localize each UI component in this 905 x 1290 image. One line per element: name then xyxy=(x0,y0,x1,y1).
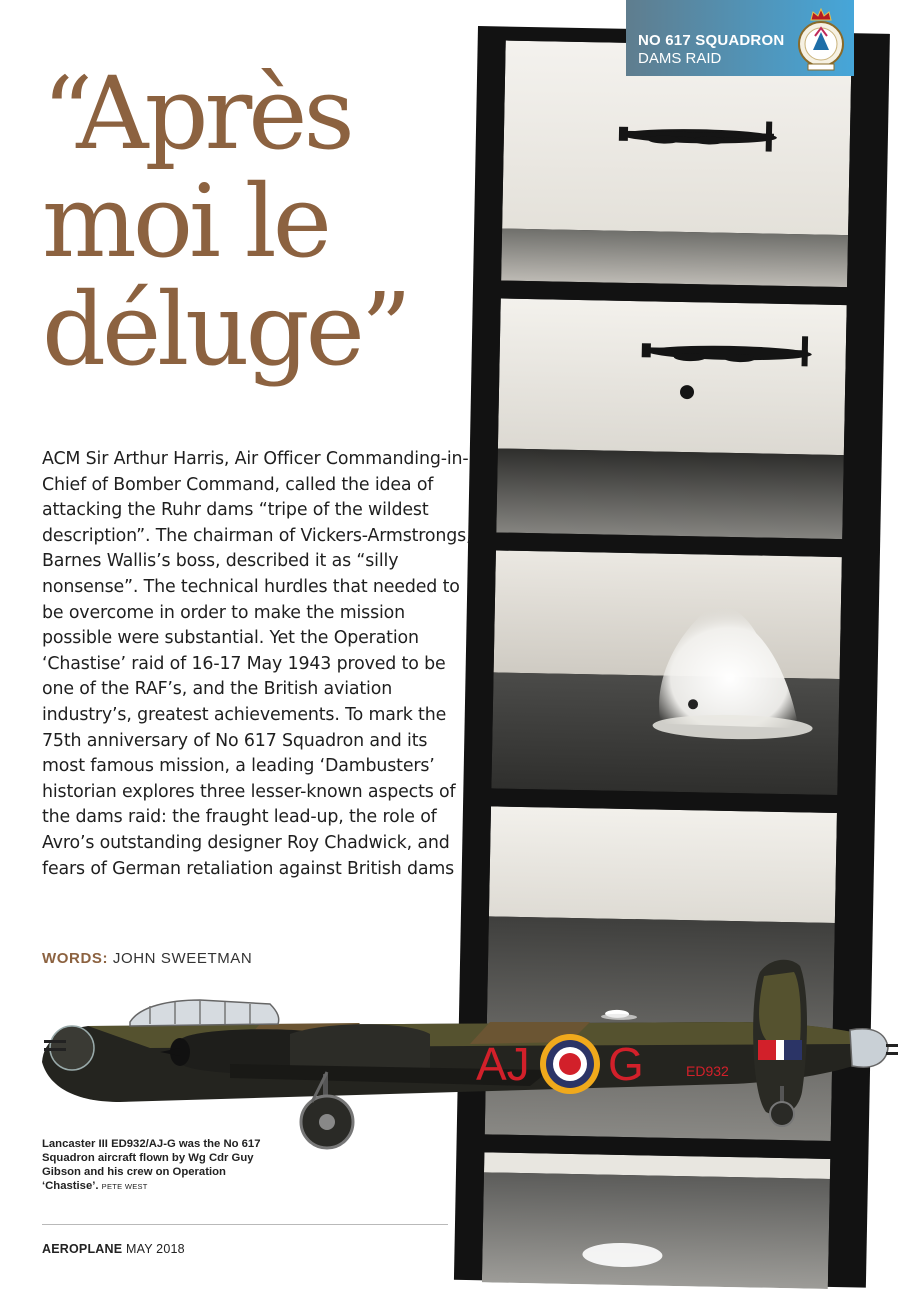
headline xyxy=(42,55,408,388)
film-frame-5 xyxy=(482,1152,830,1289)
section-badge xyxy=(626,0,854,76)
headline-line: moi le xyxy=(42,163,328,280)
spray-icon xyxy=(482,1152,830,1289)
serial-number: ED932 xyxy=(686,1063,729,1079)
code-letters-right: G xyxy=(608,1038,644,1090)
intro-paragraph: ACM Sir Arthur Harris, Air Officer Commanding-in-Chief of Bomber Command, called the idea of attacking the Ruhr dams “tripe of the wildest description”. The chairman of Vickers-Armstrongs, Barnes Wallis’s boss, described it as “silly nonsense”. The technical hurdles that needed to be overcome in order to make the mission possible were substantial. Yet the Operation ‘Chastise’ raid of 16-17 May 1943 proved to be one of the RAF’s, and the British aviation industry’s, greatest achievements. To mark the 75th anniversary of No 617 Squadron and its most famous mission, a leading ‘Dambusters’ historian explores three lesser-known aspects of the dams raid: the fraught lead-up, the role of Avro’s outstanding designer Roy Chadwick, and fears of German retaliation against British dams xyxy=(42,449,472,879)
lancaster-illustration xyxy=(30,952,900,1162)
page-footer xyxy=(42,1242,185,1256)
film-frame-3 xyxy=(491,550,842,795)
issue-date: MAY 2018 xyxy=(125,1242,185,1256)
caption-credit: PETE WEST xyxy=(101,1182,148,1191)
bomber-silhouette-icon xyxy=(501,41,852,288)
code-letters-left: AJ xyxy=(476,1038,530,1090)
badge-subtitle: DAMS RAID xyxy=(638,50,722,67)
badge-title: NO 617 SQUADRON xyxy=(638,32,785,49)
headline-line: “Après xyxy=(42,55,351,172)
byline-author: JOHN SWEETMAN xyxy=(112,950,253,967)
caption-text: Lancaster III ED932/AJ-G was the No 617 Squadron aircraft flown by Wg Cdr Guy Gibson and his crew on Operation ‘Chastise’. xyxy=(42,1138,261,1192)
bomber-release-icon xyxy=(496,298,846,539)
magazine-name: AEROPLANE xyxy=(42,1242,123,1256)
byline-label: WORDS: xyxy=(42,950,109,967)
film-frame-1 xyxy=(501,41,852,288)
splash-icon xyxy=(491,550,842,795)
squadron-crest-icon xyxy=(794,6,848,72)
footer-divider xyxy=(42,1224,448,1225)
headline-line: déluge” xyxy=(42,271,408,388)
film-frame-2 xyxy=(496,298,846,539)
image-caption xyxy=(42,1137,282,1194)
